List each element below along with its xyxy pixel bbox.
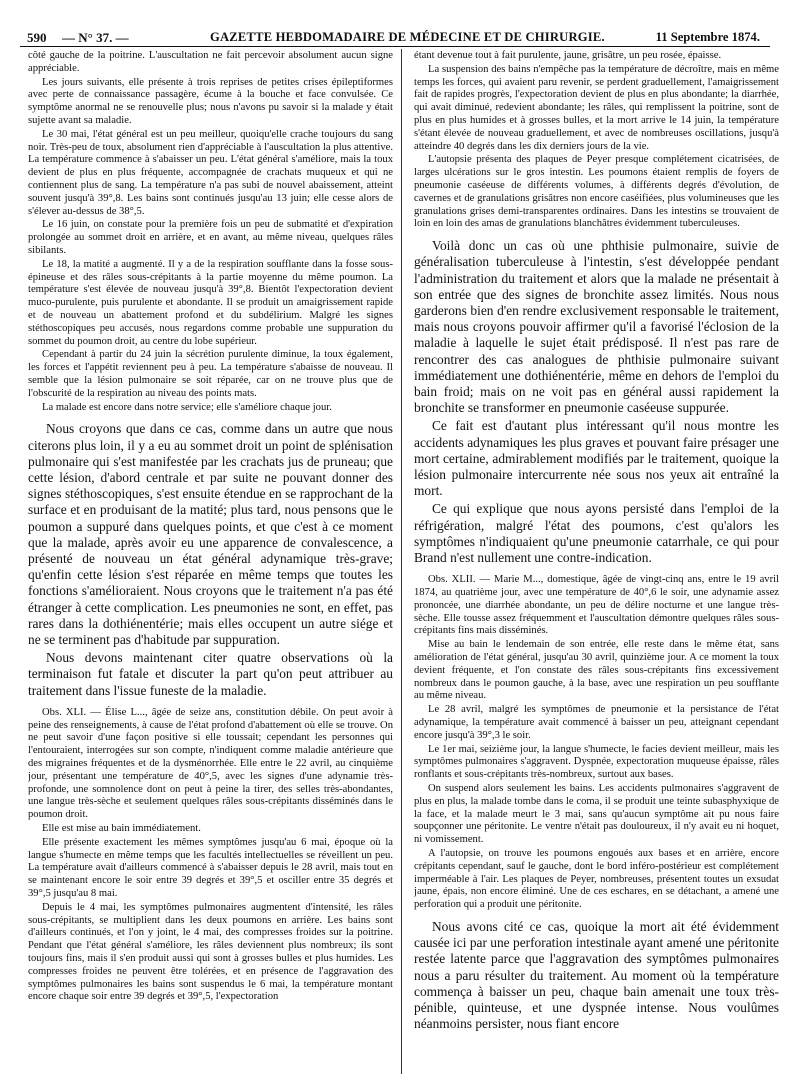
right-column — [414, 50, 779, 1075]
paragraph: Le 30 mai, l'état général est un peu meilleur, quoiqu'elle crache toujours du sang noir. Très-peu de toux, absolument rien d'appréciable à l'auscultation la plus attentive. La température commence à s'abaisser un peu. L'état général s'améliore, mais la toux devient de plus en plus fréquente, accompagnée de crachats muqueux et qui ne contiennent plus de sang. La température n'a pas subi de nouvel abaissement, atteint souvent jusqu'à 39°,8. Les bains sont continués jusqu'au 13 juin; elle cesse alors de s'élever au-dessus de 38°,5. — [28, 128, 393, 217]
paragraph: Le 18, la matité a augmenté. Il y a de la respiration soufflante dans la fosse sous-épineuse et des râles sous-crépitants à la partie moyenne du même poumon. La température s'est élevée de nouveau jusqu'à 39°,8. Bientôt l'expectoration devient muco-purulente, puis purulente et abondante. Il se produit un amaigrissement rapide et de nouveau un abattement profond et du subdélirium. Malgré les signes stéthoscopiques peu accusés, nous regardons comme probable une suppuration du sommet du poumon droit, au centre du lobe supérieur. — [28, 258, 393, 347]
paragraph: La suspension des bains n'empêche pas la température de décroître, mais en même temps les forces, qui avaient paru revenir, se perdent graduellement, l'amaigrissement fait de rapides progrès, l'expectoration devient de plus en plus abondante; la diarrhée, qui avait diminué, redevient abondante; les râles, qui remplissent la poitrine, sont de plus en plus humides et à grosses bulles, et la mort arrive le 14 juin, la température s'étant élevée de nouveau graduellement, et avec de nombreuses oscillations, jusqu'à atteindre 40 degrés dans les dix derniers jours de la vie. — [414, 63, 779, 152]
autopsy-paragraph: A l'autopsie, on trouve les poumons engoués aux bases et en arrière, encore crépitants cependant, sauf le gauche, dont le bord inféro-postérieur est complétement imperméable à l'air. Les plaques de Peyer, nombreuses, présentent toutes un exsudat jaune, épais, non encore éliminé. Une de ces eschares, en se détachant, a amené une perforation qui a produit une péritonite. — [414, 847, 779, 911]
right-small-top — [414, 50, 779, 231]
column-divider — [401, 49, 402, 1074]
left-column — [28, 50, 393, 1075]
paragraph: Ce qui explique que nous ayons persisté dans l'emploi de la réfrigération, malgré l'état des poumons, c'est qu'alors les symptômes n'indiquaient qu'une pneumonie catarrhale, ce qui pour Brand n'est nullement une contre-indication. — [414, 501, 779, 566]
paragraph: On suspend alors seulement les bains. Les accidents pulmonaires s'aggravent de plus en plus, la malade tombe dans le coma, il se produit une teinte subasphyxique de la face, et la malade meurt le 3 mai, sans qu'aucun symptôme ait pu nous faire soupçonner une péritonite. Le ventre n'était pas douloureux, il n'y avait eu ni hoquet, ni vomissement. — [414, 782, 779, 846]
paragraph: Ce fait est d'autant plus intéressant qu'il nous montre les accidents adynamiques les plus graves et pouvant faire présager une mort certaine, admirablement modifiés par le traitement, quoique la lésion pulmonaire intercurrente née sous nos yeux ait entraîné la mort. — [414, 418, 779, 499]
right-commentary-2 — [414, 919, 779, 1032]
observation-xlii: Obs. XLII. — Marie M..., domestique, âgée de vingt-cinq ans, entre le 19 avril 1874, au quatrième jour, avec une température de 40°,6 le soir, une adynamie assez prononcée, une diarrhée abondante, un peu de délire nocturne et une langue très-sèche. Elle tousse assez fréquemment et l'auscultation démontre quelques râles sous-crépitants fins mais disséminés. — [414, 574, 779, 637]
paragraph: Les jours suivants, elle présente à trois reprises de petites crises épileptiformes avec perte de connaissance passagère, écume à la bouche et face convulsée. Ce symptôme anormal ne se renouvelle plus; nous n'avons pu savoir si la malade y était sujette avant sa maladie. — [28, 76, 393, 126]
right-small-mid — [414, 574, 779, 912]
paragraph: étant devenue tout à fait purulente, jaune, grisâtre, un peu rosée, épaisse. — [414, 50, 722, 61]
right-commentary-1 — [414, 238, 779, 566]
paragraph: Nous avons cité ce cas, quoique la mort ait été évidemment causée ici par une perforation intestinale ayant amené une péritonite restée latente parce que l'aggravation des symptômes pulmonaires nous a paru résulter du traitement. Au moment où la température commença à baisser un peu, chaque bain amenait une toux très-pénible, quinteuse, et une dyspnée intense. Nous voulûmes néanmoins persister, nous fiant encore — [414, 918, 779, 1032]
autopsy-paragraph: L'autopsie présenta des plaques de Peyer presque complétement cicatrisées, de larges ulcérations sur le gros intestin. Les poumons étaient remplis de foyers de pneumonie caséeuse de différents volumes, à différents degrés d'évolution, de cavernes et de granulations grisâtres non encore caséifiées, plus volumineuses que les granulations grises demi-transparentes ordinaires. Dans les intestins se trouvaient de loin en loin des amas de granulations blanchâtres évidemment tuberculeuses. — [414, 154, 779, 230]
left-small-bottom — [28, 707, 393, 1004]
paragraph: La malade est encore dans notre service; elle s'améliore chaque jour. — [42, 401, 332, 413]
observation-xli: Obs. XLI. — Élise L..., âgée de seize ans, constitution débile. On peut avoir à peine des renseignements, à cause de l'état profond d'abattement où elle se trouve. On ne peut savoir d'une façon positive si elle toussait; cependant les personnes qui l'entouraient, interrogées sur son compte, n'indiquent comme maladie antérieure que des migraines fréquentes et de la dysménorrhée. Elle entre le 22 avril, au cinquième jour, présentant une température de 40°,5, avec les signes d'une adynamie très-profonde, une somnolence dont on peut à peine la tirer, des selles très-abondantes, une langue très-sèche et seulement quelques râles sous-crépitants disséminés dans le poumon droit. — [28, 706, 393, 821]
paragraph: Nous devons maintenant citer quatre observations où la terminaison fut fatale et discuter la part qu'on peut attribuer au traitement dans l'issue funeste de la maladie. — [28, 650, 393, 698]
paragraph: Le 28 avril, malgré les symptômes de pneumonie et la persistance de l'état adynamique, la température avait commencé à baisser un peu, atteignant cependant encore jusqu'à 39°,3 le soir. — [414, 704, 779, 741]
paragraph: côté gauche de la poitrine. L'auscultation ne fait percevoir absolument aucun signe appréciable. — [28, 50, 393, 74]
paragraph: Elle est mise au bain immédiatement. — [42, 822, 201, 834]
page-header — [0, 22, 800, 48]
page-number: 590 — [27, 30, 47, 45]
paragraph: Mise au bain le lendemain de son entrée, elle reste dans le même état, sans amélioration de l'état général, jusqu'au 30 avril, quinzième jour. A ce moment la toux devient fréquente, et l'on constate des râles sous-crépitants fins excessivement nombreux dans le poumon gauche, à la base, avec une respiration un peu soufflante au même niveau. — [414, 639, 779, 702]
paragraph: Cependant à partir du 24 juin la sécrétion purulente diminue, la toux également, les forces et l'appétit reviennent peu à peu. La température s'abaisse de nouveau. Il semble que la lésion pulmonaire se soit réparée, car on ne trouve plus que de l'obscurité de la respiration au niveau des points mats. — [28, 349, 393, 399]
paragraph: Voilà donc un cas où une phthisie pulmonaire, suivie de généralisation tuberculeuse à l'intestin, s'est développée pendant l'administration du traitement et alors que la malade ne présentait à son entrée que des signes de bronchite assez limités. Nous nous garderons bien d'en rendre exclusivement responsable le traitement, mais nous croyons pouvoir affirmer qu'il a favorisé l'éclosion de la maladie à laquelle le sujet était prédisposé. Il n'est pas rare de rencontrer des cas analogues de phthisie pulmonaire suivant immédiatement une dothiénentérie, même en dehors de l'emploi du bain froid; mais on ne voit pas en général aussi rapidement la bronchite se transformer en pneumonie caséeuse suppurée. — [414, 238, 779, 416]
header-rule — [20, 46, 770, 47]
issue-date: 11 Septembre 1874. — [655, 30, 760, 44]
issue-number: — N° 37. — — [62, 30, 129, 45]
paragraph: Le 1er mai, seizième jour, la langue s'humecte, le facies devient meilleur, mais les symptômes pulmonaires s'aggravent. Dyspnée, expectoration muqueuse épaisse, râles ronflants et sous-crépitants très-nombreux, surtout aux bases. — [414, 743, 779, 781]
journal-title: GAZETTE HEBDOMADAIRE DE MÉDECINE ET DE CHIRURGIE. — [210, 30, 605, 44]
paragraph: Depuis le 4 mai, les symptômes pulmonaires augmentent d'intensité, les râles sous-crépitants, se multiplient dans les deux poumons en arrière. Les bains sont d'ailleurs continués, et l'on y joint, le 4 mai, des compresses froides sur la poitrine. Pendant que l'état général s'améliore, les râles deviennent plus nombreux; ils sont toujours fins, mais il s'en produit aussi qui sont à grosses bulles et plus humides. Les compresses froides ne peuvent être tolérées, et en présence de l'aggravation des symptômes pulmonaires les bains sont suspendus le 6 mai, la température montant encore chaque soir entre 39 degrés et 39°,5, l'expectoration — [28, 901, 393, 1003]
paragraph: Le 16 juin, on constate pour la première fois un peu de submatité et d'expiration prolongée au sommet droit en arrière, et en avant, au même niveau, quelques râles sibilants. — [28, 219, 393, 256]
paragraph: Nous croyons que dans ce cas, comme dans un autre que nous citerons plus loin, il y a eu au sommet droit un point de splénisation pulmonaire qui s'est manifestée par les crachats jus de pruneau; que cette lésion, d'abord centrale et par suite ne pouvant donner des signes stéthoscopiques, s'est ensuite étendue en se rapprochant de la surface et en produisant de la matité; plus tard, nous pensons que le poumon a suppuré dans quelques points, et que c'est à ce moment que la malade, après avoir eu une apparence de convalescence, a présenté de nouveau un état général adynamique très-grave; qu'enfin cette lésion s'est réparée en même temps que toutes les fonctions s'amélioraient. Nous croyons que le traitement n'a pas été étranger à cette complication. Les pneumonies ne sont, en effet, pas rares dans la dothiénentérie; mais elles occupent un autre siége et ne se terminent pas d'habitude par suppuration. — [28, 421, 393, 647]
paragraph: Elle présente exactement les mêmes symptômes jusqu'au 6 mai, époque où la langue s'humecte en même temps que les facultés intellectuelles se réveillent un peu. La température avait d'ailleurs commencé à s'abaisser depuis le 28 avril, mais tout en se maintenant encore le soir entre 39 degrés et 39°,5 et osciller entre 35 degrés et 39°,5 jusqu'au 8 mai. — [28, 836, 393, 899]
left-small-top — [28, 50, 393, 414]
left-commentary — [28, 421, 393, 698]
